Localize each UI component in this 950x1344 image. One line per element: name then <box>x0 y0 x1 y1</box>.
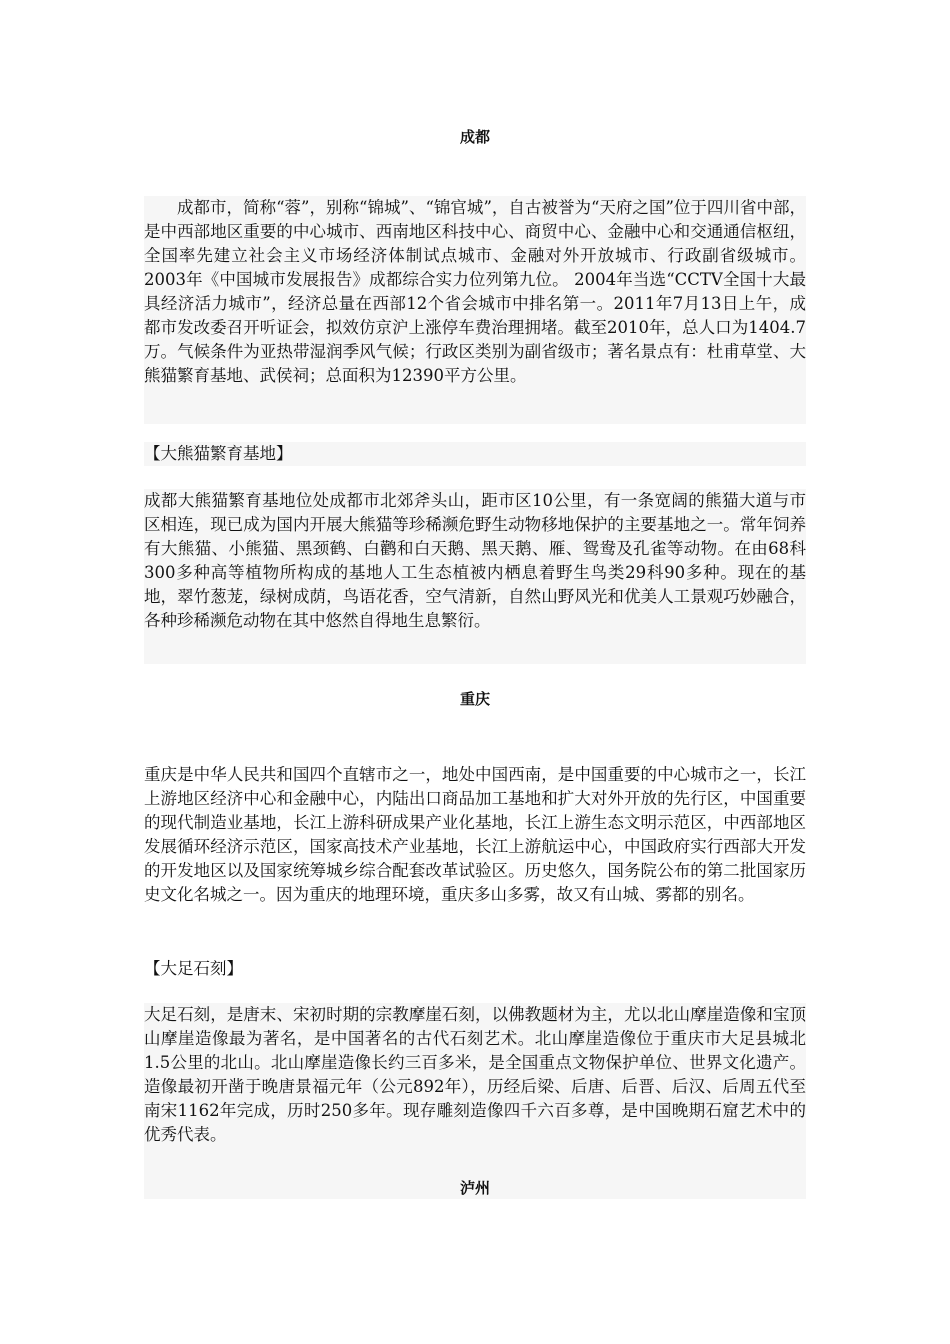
chengdu-panda-paragraph: 成都大熊猫繁育基地位处成都市北郊斧头山，距市区10公里，有一条宽阔的熊猫大道与市区相连，现已成为国内开展大熊猫等珍稀濒危野生动物移地保护的主要基地之一。常年饲养有大熊猫、小熊猫、黑颈鹤、白鹳和白天鹅、黑天鹅、雁、鸳鸯及孔雀等动物。在由68科300多种高等植物所构成的基地人工生态植被内栖息着野生鸟类29科90多种。现在的基地，翠竹葱茏，绿树成荫，鸟语花香，空气清新，自然山野风光和优美人工景观巧妙融合，各种珍稀濒危动物在其中悠然自得地生息繁衍。 <box>144 489 806 664</box>
dazu-paragraph: 大足石刻，是唐末、宋初时期的宗教摩崖石刻，以佛教题材为主，尤以北山摩崖造像和宝顶山摩崖造像最为著名，是中国著名的古代石刻艺术。北山摩崖造像位于重庆市大足县城北1.5公里的北山。北山摩崖造像长约三百多米，是全国重点文物保护单位、世界文化遗产。造像最初开凿于晚唐景福元年（公元892年），历经后梁、后唐、后晋、后汉、后周五代至南宋1162年完成，历时250多年。现存雕刻造像四千六百多尊，是中国晚期石窟艺术中的优秀代表。 <box>144 1003 806 1199</box>
section-title-chengdu: 成都 <box>459 128 490 146</box>
section-title-chongqing: 重庆 <box>459 690 490 708</box>
section-title-luzhou: 泸州 <box>459 1179 490 1197</box>
chongqing-subheading: 【大足石刻】 <box>144 959 243 978</box>
chengdu-subheading: 【大熊猫繁育基地】 <box>144 442 806 466</box>
chongqing-intro-paragraph: 重庆是中华人民共和国四个直辖市之一，地处中国西南，是中国重要的中心城市之一，长江上游地区经济中心和金融中心，内陆出口商品加工基地和扩大对外开放的先行区，中国重要的现代制造业基地，长江上游科研成果产业化基地，长江上游生态文明示范区，中西部地区发展循环经济示范区，国家高技术产业基地，长江上游航运中心，中国政府实行西部大开发的开发地区以及国家统筹城乡综合配套改革试验区。历史悠久，国务院公布的第二批国家历史文化名城之一。因为重庆的地理环境，重庆多山多雾，故又有山城、雾都的别名。 <box>144 765 806 904</box>
chengdu-intro-paragraph: 成都市，简称“蓉”，别称“锦城”、“锦官城”，自古被誉为“天府之国”位于四川省中部，是中西部地区重要的中心城市、西南地区科技中心、商贸中心、金融中心和交通通信枢纽，全国率先建立社会主义市场经济体制试点城市、金融对外开放城市、行政副省级城市。2003年《中国城市发展报告》成都综合实力位列第九位。 2004年当选“CCTV全国十大最具经济活力城市”，经济总量在西部12个省会城市中排名第一。2011年7月13日上午，成都市发改委召开听证会，拟效仿京沪上涨停车费治理拥堵。截至2010年，总人口为1404.7万。气候条件为亚热带湿润季风气候；行政区类别为副省级市；著名景点有：杜甫草堂、大熊猫繁育基地、武侯祠；总面积为12390平方公里。 <box>144 196 806 424</box>
